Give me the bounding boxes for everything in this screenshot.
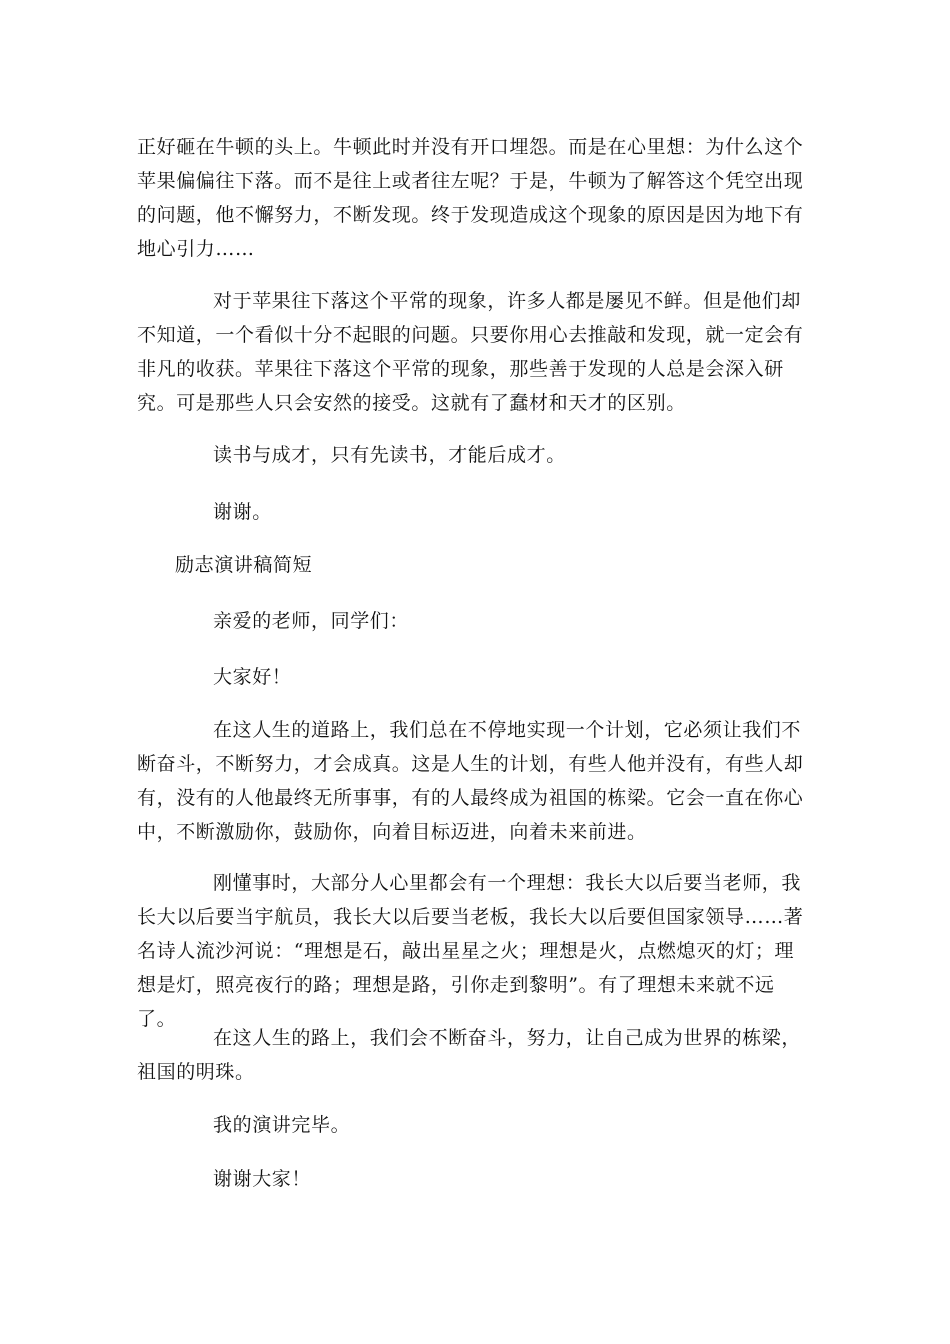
paragraph-speech-end: 我的演讲完毕。 xyxy=(213,1114,351,1136)
paragraph-thanks-all: 谢谢大家！ xyxy=(213,1168,312,1190)
paragraph-ideals: 刚懂事时，大部分人心里都会有一个理想：我长大以后要当老师，我长大以后要当宇航员，我长大以后要当老板，我长大以后要但国家领导……著名诗人流沙河说：“理想是石，敲出星星之火；理想是火，点燃熄灭的灯；理想是灯，照亮夜行的路；理想是路，引你走到黎明”。有了理想未来就不远了。 xyxy=(137,872,804,1030)
paragraph-thanks: 谢谢。 xyxy=(213,501,272,523)
paragraph-reading-talent: 读书与成才，只有先读书，才能后成才。 xyxy=(213,444,566,466)
paragraph-salutation: 亲爱的老师，同学们： xyxy=(213,610,410,632)
section-title: 励志演讲稿简短 xyxy=(175,554,313,576)
paragraph-life-plan: 在这人生的道路上，我们总在不停地实现一个计划，它必须让我们不断奋斗，不断努力，才会成真。这是人生的计划，有些人他并没有，有些人却有，没有的人他最终无所事事，有的人最终成为祖国的栋梁。它会一直在你心中，不断激励你，鼓励你，向着目标迈进，向着未来前进。 xyxy=(137,719,804,843)
paragraph-newton-apple: 正好砸在牛顿的头上。牛顿此时并没有开口埋怨。而是在心里想：为什么这个苹果偏偏往下落。而不是往上或者往左呢？于是，牛顿为了解答这个凭空出现的问题，他不懈努力，不断发现。终于发现造成这个现象的原因是因为地下有地心引力…… xyxy=(137,136,804,260)
paragraph-strive: 在这人生的路上，我们会不断奋斗，努力，让自己成为世界的栋梁，祖国的明珠。 xyxy=(137,1027,802,1083)
paragraph-common-phenomenon: 对于苹果往下落这个平常的现象，许多人都是屡见不鲜。但是他们却不知道，一个看似十分不起眼的问题。只要你用心去推敲和发现，就一定会有非凡的收获。苹果往下落这个平常的现象，那些善于发现的人总是会深入研究。可是那些人只会安然的接受。这就有了蠢材和天才的区别。 xyxy=(137,290,804,414)
paragraph-greeting: 大家好！ xyxy=(213,666,292,688)
